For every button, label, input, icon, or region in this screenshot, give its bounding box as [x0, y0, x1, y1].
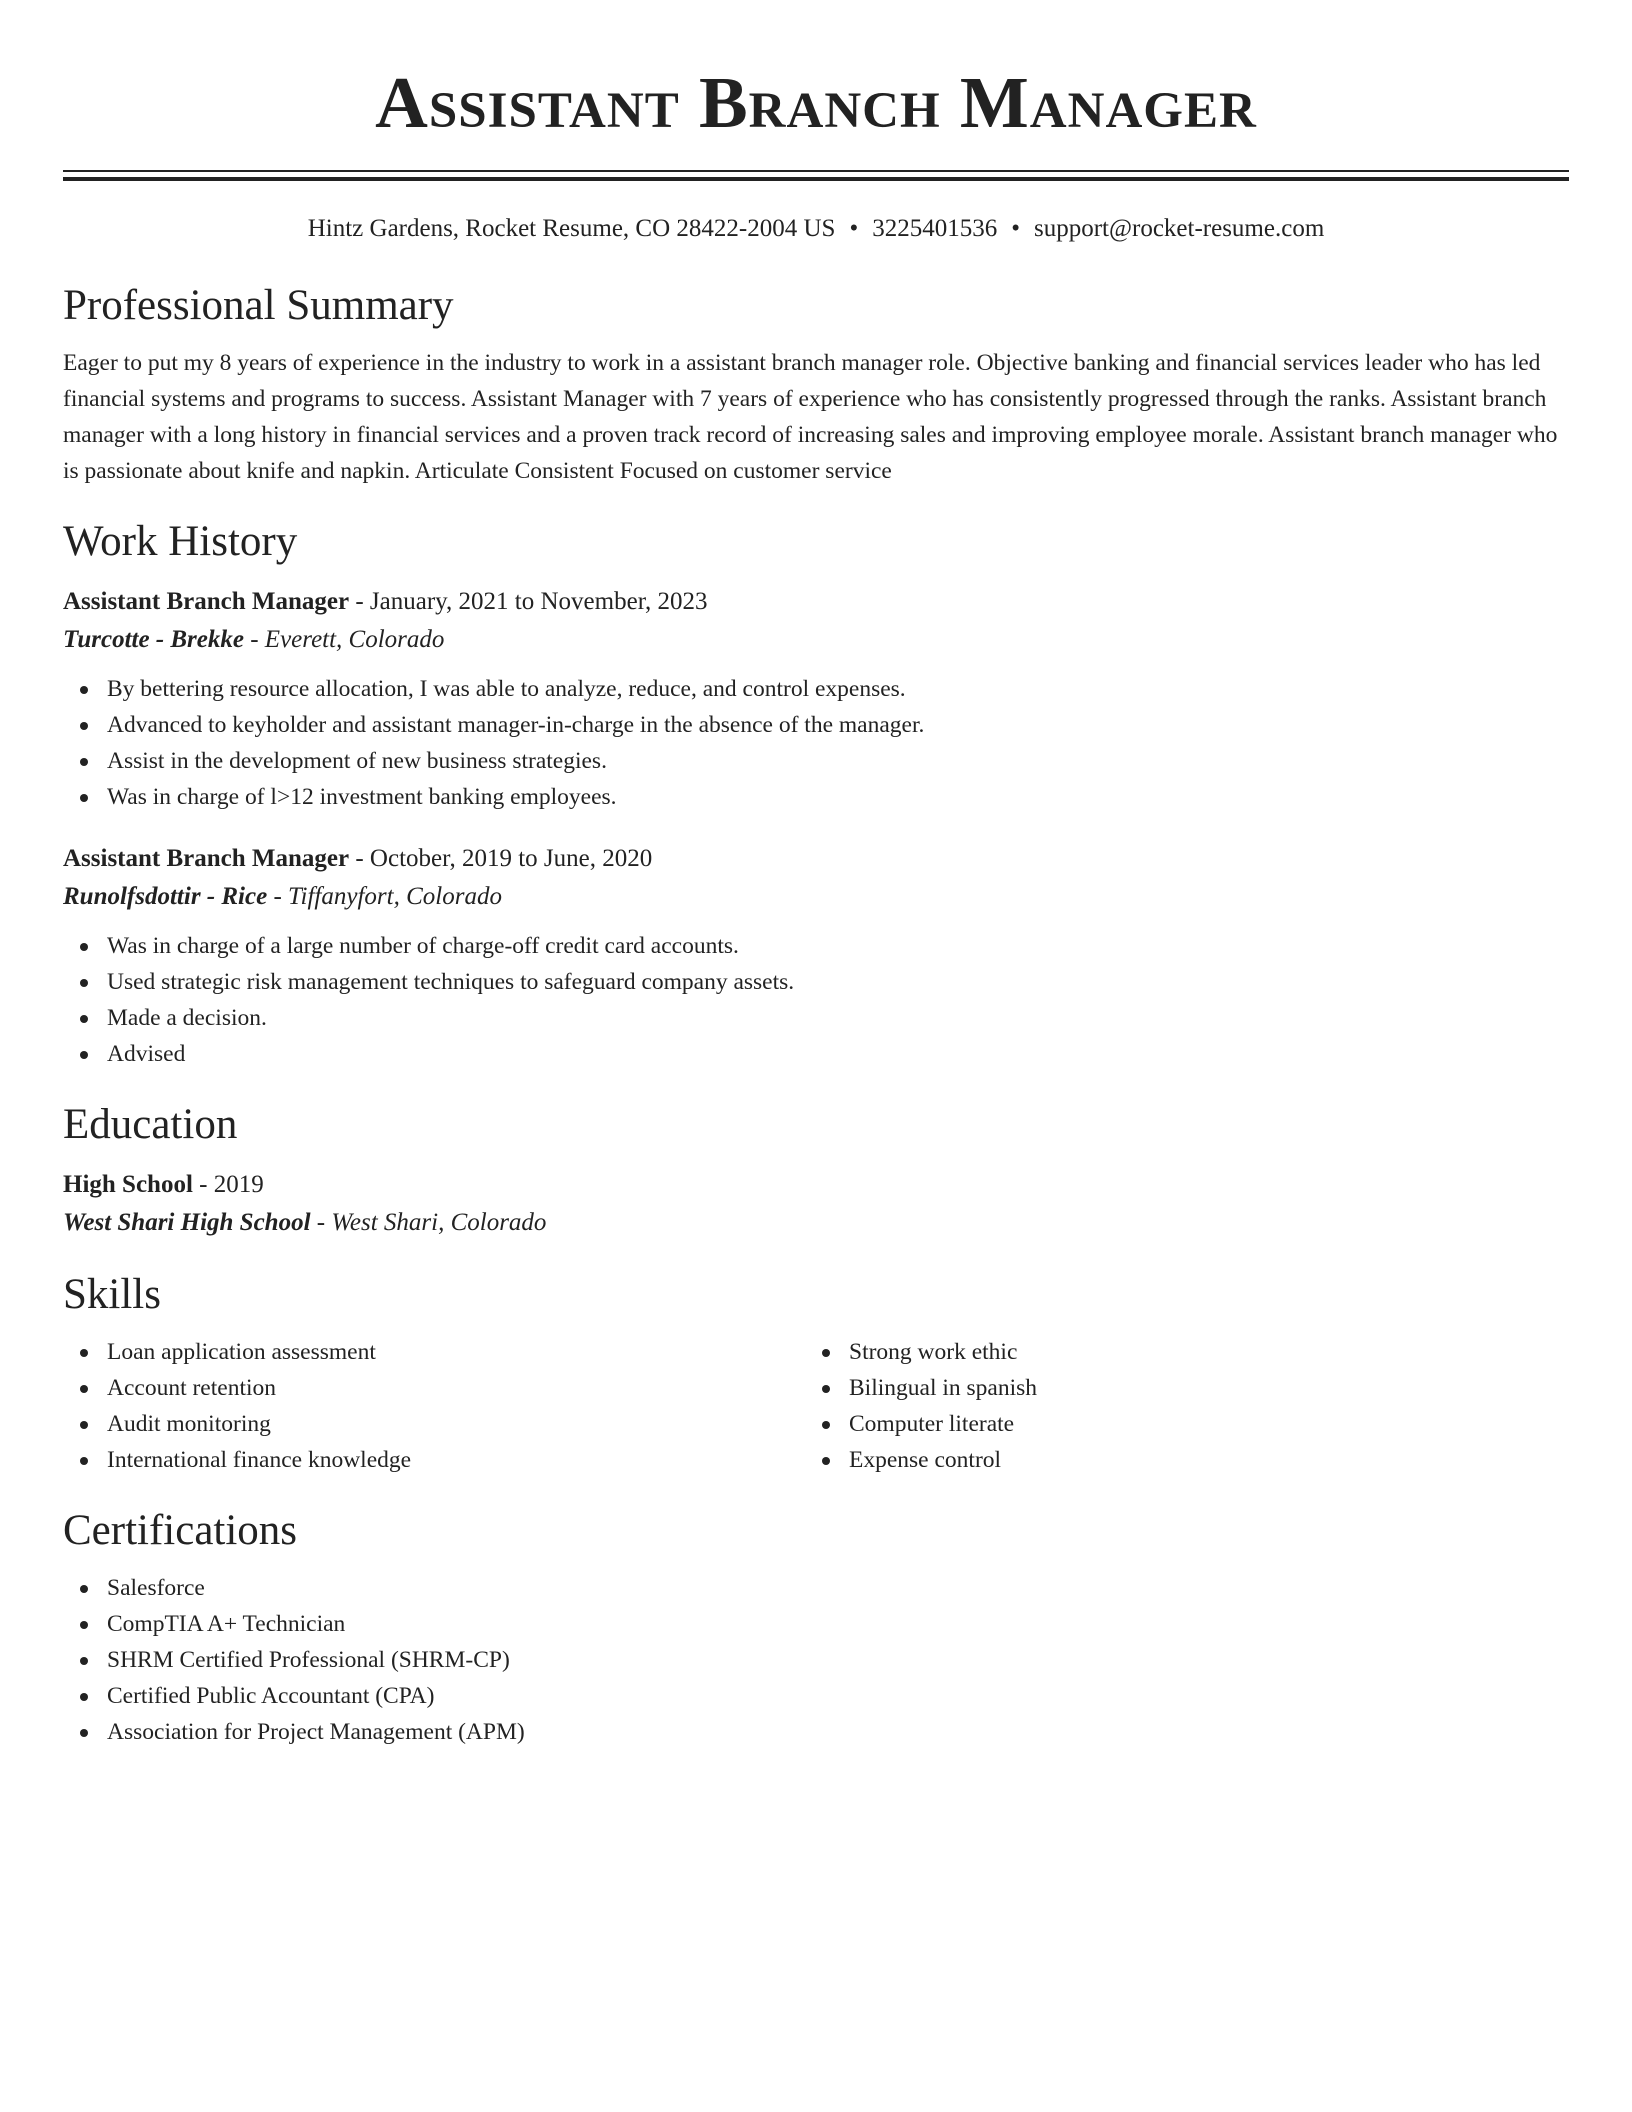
resume-name: Assistant Branch Manager: [375, 62, 1257, 143]
job-bullet: By bettering resource allocation, I was able to analyze, reduce, and control expenses.: [63, 671, 1569, 707]
job-bullet: Used strategic risk management techniques to safeguard company assets.: [63, 964, 1569, 1000]
job-bullet: Made a decision.: [63, 1000, 1569, 1036]
job-title-line: [63, 840, 1569, 878]
skills-heading: Skills: [63, 1271, 161, 1318]
job-title-line: [63, 583, 1569, 621]
job-location: - Everett, Colorado: [243, 626, 445, 653]
job-company: Turcotte - Brekke: [63, 626, 244, 653]
education-entry: [63, 1166, 1569, 1242]
job-bullets: [63, 928, 1569, 1072]
contact-line: [63, 212, 1569, 246]
job-bullet: Was in charge of l>12 investment banking employees.: [63, 779, 1569, 815]
education-school: West Shari High School: [63, 1209, 311, 1236]
job-position: Assistant Branch Manager: [63, 588, 350, 615]
job-company-line: [63, 621, 1569, 659]
job-company: Runolfsdottir - Rice: [63, 883, 268, 910]
certification-item: SHRM Certified Professional (SHRM-CP): [63, 1642, 1569, 1678]
job-company-line: [63, 878, 1569, 916]
skill-item: Audit monitoring: [63, 1406, 805, 1442]
certifications-list: [63, 1570, 1569, 1750]
skill-item: Expense control: [805, 1442, 1547, 1478]
skills-list-right: [805, 1334, 1547, 1478]
job-entry: [63, 840, 1569, 1072]
certification-item: Certified Public Accountant (CPA): [63, 1678, 1569, 1714]
job-location: - Tiffanyfort, Colorado: [267, 883, 502, 910]
job-bullet: Advanced to keyholder and assistant manager-in-charge in the absence of the manager.: [63, 707, 1569, 743]
contact-address: Hintz Gardens, Rocket Resume, CO 28422-2004 US: [307, 215, 836, 242]
contact-separator: •: [1011, 215, 1020, 242]
job-dates: - January, 2021 to November, 2023: [349, 588, 708, 615]
contact-phone: 3225401536: [872, 215, 998, 242]
education-heading: Education: [63, 1101, 238, 1148]
job-bullets: [63, 671, 1569, 815]
summary-text: Eager to put my 8 years of experience in the industry to work in a assistant branch manager role. Objective banking and financial services leader who has led financial systems and programs to success. Assistant Manager with 7 years of experience who has consistently progressed through the ranks. Assistant branch manager with a long history in financial services and a proven track record of increasing sales and improving employee morale. Assistant branch manager who is passionate about knife and napkin. Articulate Consistent Focused on customer service: [63, 350, 1558, 484]
job-bullet: Was in charge of a large number of charge-off credit card accounts.: [63, 928, 1569, 964]
skill-item: Bilingual in spanish: [805, 1370, 1547, 1406]
skills-grid: [63, 1334, 1569, 1478]
work-history-heading: Work History: [63, 518, 298, 565]
certifications-heading: Certifications: [63, 1507, 298, 1554]
certification-item: Salesforce: [63, 1570, 1569, 1606]
job-dates: - October, 2019 to June, 2020: [349, 845, 653, 872]
contact-email: support@rocket-resume.com: [1033, 215, 1325, 242]
skill-item: Computer literate: [805, 1406, 1547, 1442]
contact-separator: •: [849, 215, 859, 242]
education-location: - West Shari, Colorado: [310, 1209, 547, 1236]
education-school-line: [63, 1204, 1569, 1242]
skill-item: Strong work ethic: [805, 1334, 1547, 1370]
header-divider: [63, 170, 1569, 181]
certification-item: Association for Project Management (APM): [63, 1714, 1569, 1750]
skill-item: Account retention: [63, 1370, 805, 1406]
job-entry: [63, 583, 1569, 815]
education-degree: High School: [63, 1171, 193, 1198]
summary-heading: Professional Summary: [63, 282, 454, 329]
education-degree-line: [63, 1166, 1569, 1204]
education-year: - 2019: [192, 1171, 264, 1198]
skill-item: International finance knowledge: [63, 1442, 805, 1478]
job-bullet: Assist in the development of new business strategies.: [63, 743, 1569, 779]
job-bullet: Advised: [63, 1036, 1569, 1072]
certification-item: CompTIA A+ Technician: [63, 1606, 1569, 1642]
skill-item: Loan application assessment: [63, 1334, 805, 1370]
job-position: Assistant Branch Manager: [63, 845, 350, 872]
skills-list-left: [63, 1334, 805, 1478]
